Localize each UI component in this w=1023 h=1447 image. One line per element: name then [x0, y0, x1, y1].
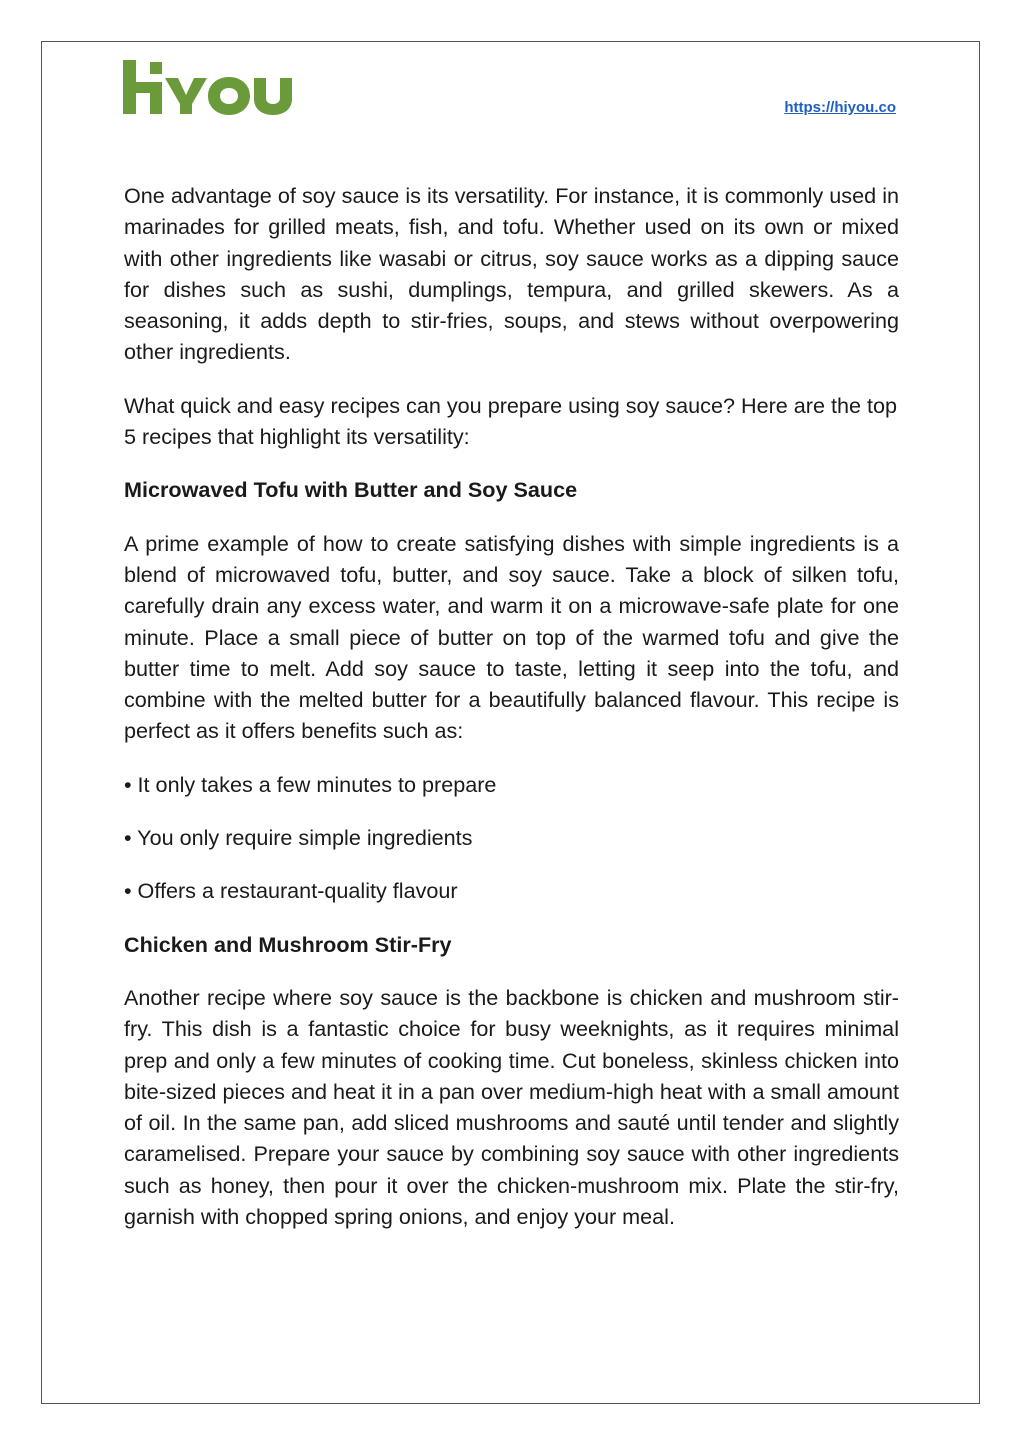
bullet-item: • You only require simple ingredients [124, 825, 473, 851]
heading-stir-fry-recipe: Chicken and Mushroom Stir-Fry [124, 931, 452, 957]
bullet-item: • It only takes a few minutes to prepare [124, 771, 497, 797]
paragraph-tofu-recipe: A prime example of how to create satisfying dishes with simple ingredients is a blend of microwaved tofu, butter, and soy sauce. Take a block of silken tofu, carefully drain any excess water, and warm it on a microwave-safe plate for one minute. Place a small piece of butter on top of the warmed tofu and give the butter time to melt. Add soy sauce to taste, letting it seep into the tofu, and combine with the melted butter for a beautifully balanced flavour. This recipe is perfect as it offers benefits such as: [124, 530, 899, 744]
paragraph-question: What quick and easy recipes can you prepare using soy sauce? Here are the top 5 recipes that highlight its versatility: [124, 392, 898, 450]
heading-tofu-recipe: Microwaved Tofu with Butter and Soy Sauce [124, 477, 578, 503]
paragraph-intro: One advantage of soy sauce is its versatility. For instance, it is commonly used in marinades for grilled meats, fish, and tofu. Whether used on its own or mixed with other ingredients like wasabi or citrus, soy sauce works as a dipping sauce for dishes such as sushi, dumplings, tempura, and grilled skewers. As a seasoning, it adds depth to stir-fries, soups, and stews without overpowering other ingredients. [124, 183, 899, 365]
site-link[interactable]: https://hiyou.co [784, 99, 896, 116]
hiyou-logo [123, 58, 295, 116]
paragraph-stir-fry-recipe: Another recipe where soy sauce is the backbone is chicken and mushroom stir-fry. This dish is a fantastic choice for busy weeknights, as it requires minimal prep and only a few minutes of cooking time. Cut boneless, skinless chicken into bite-sized pieces and heat it in a pan over medium-high heat with a small amount of oil. In the same pan, add sliced mushrooms and sauté until tender and slightly caramelised. Prepare your sauce by combining soy sauce with other ingredients such as honey, then pour it over the chicken-mushroom mix. Plate the stir-fry, garnish with chopped spring onions, and enjoy your meal. [124, 984, 899, 1230]
document-body [124, 180, 899, 1254]
bullet-item: • Offers a restaurant-quality flavour [124, 878, 458, 904]
